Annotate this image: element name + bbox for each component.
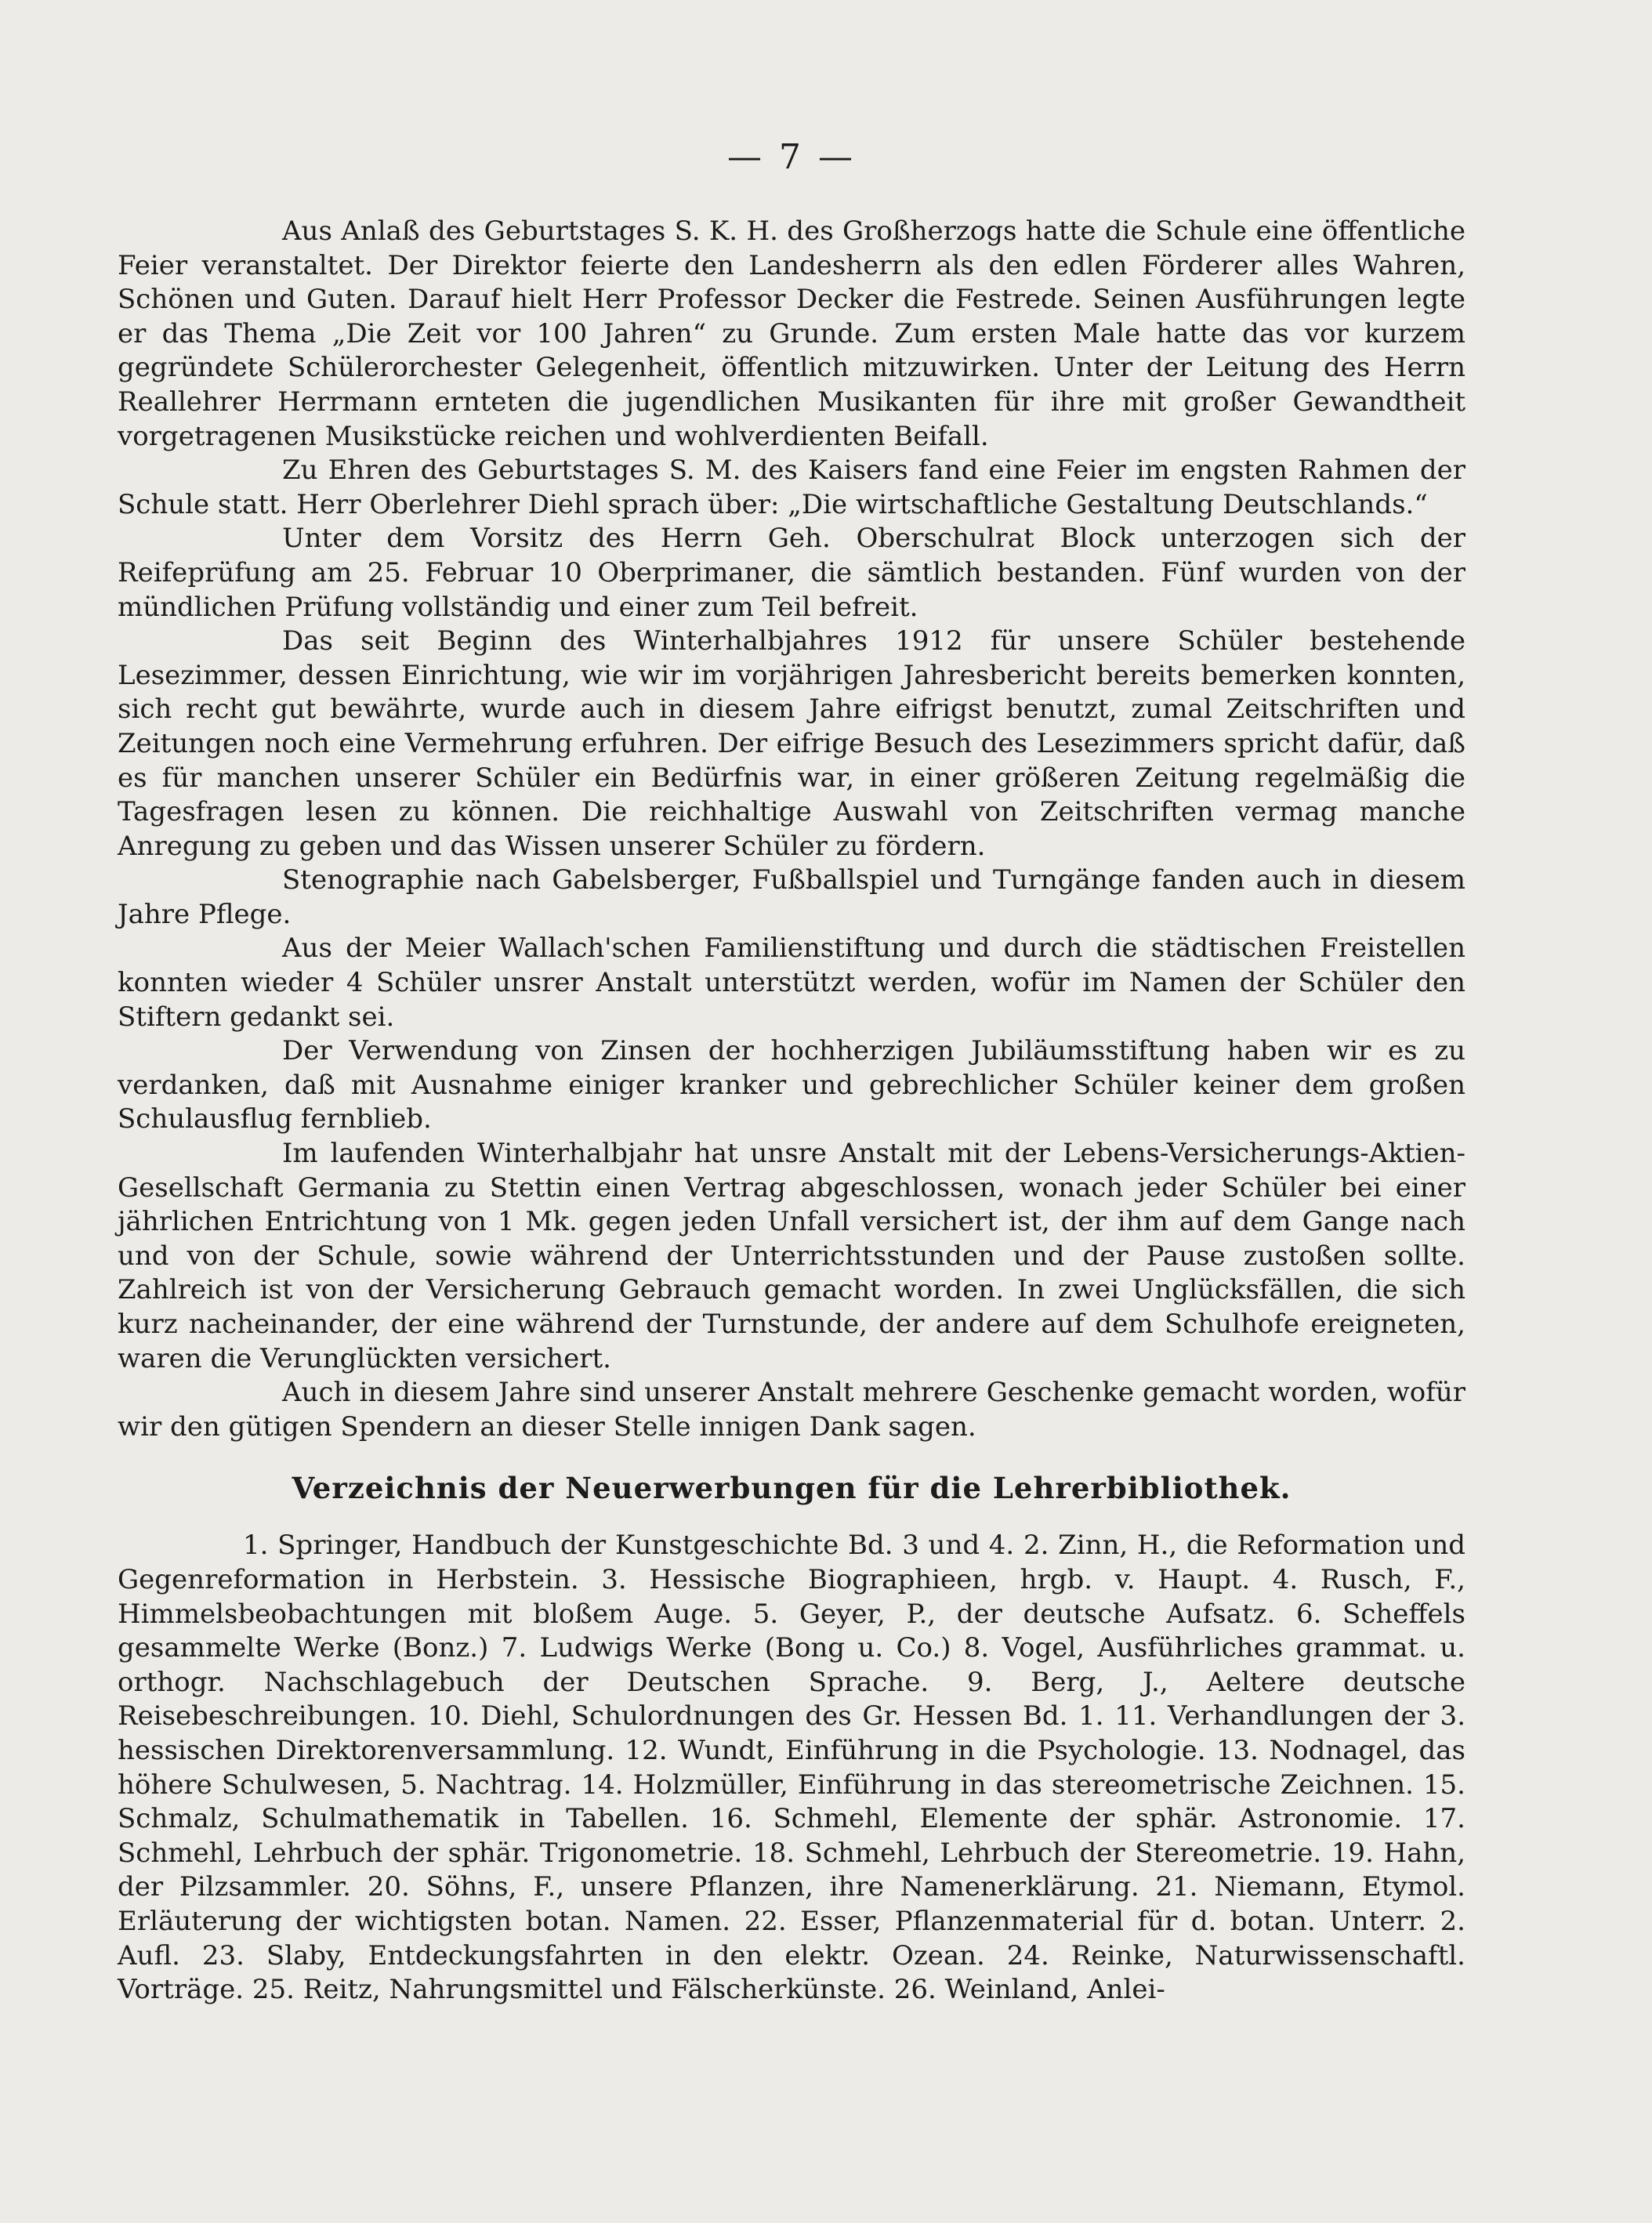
acquisitions-list: 1. Springer, Handbuch der Kunstgeschichte Bd. 3 und 4. 2. Zinn, H., die Reformation und Gegenreformation in Herbstein. 3. Hessische Biographieen, hrgb. v. Haupt. 4. Rusch, F., Himmelsbeobachtungen mit bloßem Auge. 5. Geyer, P., der deutsche Aufsatz. 6. Scheffels gesammelte Werke (Bonz.) 7. Ludwigs Werke (Bong u. Co.) 8. Vogel, Ausführliches grammat. u. orthogr. Nachschlagebuch der Deutschen Sprache. 9. Berg, J., Aeltere deutsche Reisebeschreibungen. 10. Diehl, Schulordnungen des Gr. Hessen Bd. 1. 11. Verhandlungen der 3. hessischen Direktorenversammlung. 12. Wundt, Einführung in die Psychologie. 13. Nodnagel, das höhere Schulwesen, 5. Nachtrag. 14. Holzmüller, Einführung in das stereometrische Zeichnen. 15. Schmalz, Schulmathematik in Tabellen. 16. Schmehl, Elemente der sphär. Astronomie. 17. Schmehl, Lehrbuch der sphär. Trigonometrie. 18. Schmehl, Lehrbuch der Stereometrie. 19. Hahn, der Pilzsammler. 20. Söhns, F., unsere Pflanzen, ihre Namenerklärung. 21. Niemann, Etymol. Erläuterung der wichtigsten botan. Namen. 22. Esser, Pflanzenmaterial für d. botan. Unterr. 2. Aufl. 23. Slaby, Entdeckungsfahrten in den elektr. Ozean. 24. Reinke, Naturwissenschaftl. Vorträge. 25. Reitz, Nahrungsmittel und Fälscherkünste. 26. Weinland, Anlei- bbox=[118, 1530, 1465, 2006]
paragraph-insurance: Im laufenden Winterhalbjahr hat unsre Anstalt mit der Lebens-Versicherungs-Aktien-Gesellschaft Germania zu Stettin einen Vertrag abgeschlossen, wonach jeder Schüler bei einer jährlichen Entrichtung von 1 Mk. gegen jeden Unfall versichert ist, der ihm auf dem Gange nach und von der Schule, sowie während der Unterrichtsstunden und der Pause zustoßen sollte. Zahlreich ist von der Versicherung Gebrauch gemacht worden. In zwei Unglücksfällen, die sich kurz nacheinander, der eine während der Turnstunde, der andere auf dem Schulhofe ereigneten, waren die Verunglückten versichert. bbox=[118, 1138, 1465, 1374]
paragraph-gifts: Auch in diesem Jahre sind unserer Anstalt mehrere Geschenke gemacht worden, wofür wir den gütigen Spendern an dieser Stelle innigen Dank sagen. bbox=[118, 1377, 1465, 1443]
paragraph-reading-room: Das seit Beginn des Winterhalbjahres 1912 für unsere Schüler bestehende Lesezimmer, dessen Einrichtung, wie wir im vorjährigen Jahresbericht bereits bemerken konnten, sich recht gut bewährte, wurde auch in diesem Jahre eifrigst benutzt, zumal Zeitschriften und Zeitungen noch eine Vermehrung erfuhren. Der eifrige Besuch des Lesezimmers spricht dafür, daß es für manchen unserer Schüler ein Bedürfnis war, in einer größeren Zeitung regelmäßig die Tagesfragen lesen zu können. Die reichhaltige Auswahl von Zeitschriften vermag manche Anregung zu geben und das Wissen unserer Schüler zu fördern. bbox=[118, 625, 1465, 862]
paragraph-birthday-grand-duke: Aus Anlaß des Geburtstages S. K. H. des Großherzogs hatte die Schule eine öffentliche Feier veranstaltet. Der Direktor feierte den Landesherrn als den edlen Förderer alles Wahren, Schönen und Guten. Darauf hielt Herr Professor Decker die Festrede. Seinen Ausführungen legte er das Thema „Die Zeit vor 100 Jahren“ zu Grunde. Zum ersten Male hatte das vor kurzem gegründete Schülerorchester Gelegenheit, öffentlich mitzuwirken. Unter der Leitung des Herrn Reallehrer Herrmann ernteten die jugendlichen Musikanten für ihre mit großer Gewandtheit vorgetragenen Musikstücke reichen und wohlverdienten Beifall. bbox=[118, 215, 1465, 452]
page-number: — 7 — bbox=[727, 137, 856, 177]
paragraph-family-foundation: Aus der Meier Wallach'schen Familienstiftung und durch die städtischen Freistellen konnten wieder 4 Schüler unsrer Anstalt unterstützt werden, wofür im Namen der Schüler den Stiftern gedankt sei. bbox=[118, 932, 1465, 1033]
document-page bbox=[118, 137, 1465, 2008]
paragraph-jubilee-foundation: Der Verwendung von Zinsen der hochherzigen Jubiläumsstiftung haben wir es zu verdanken, daß mit Ausnahme einiger kranker und gebrechlicher Schüler keiner dem großen Schulausflug fernblieb. bbox=[118, 1035, 1465, 1135]
section-title-library-acquisitions: Verzeichnis der Neuerwerbungen für die Lehrerbibliothek. bbox=[292, 1471, 1292, 1506]
paragraph-birthday-kaiser: Zu Ehren des Geburtstages S. M. des Kaisers fand eine Feier im engsten Rahmen der Schule statt. Herr Oberlehrer Diehl sprach über: „Die wirtschaftliche Gestaltung Deutschlands.“ bbox=[118, 454, 1465, 520]
paragraph-stenography: Stenographie nach Gabelsberger, Fußballspiel und Turngänge fanden auch in diesem Jahre Pflege. bbox=[118, 864, 1465, 930]
paragraph-final-exam: Unter dem Vorsitz des Herrn Geh. Oberschulrat Block unterzogen sich der Reifeprüfung am 25. Februar 10 Oberprimaner, die sämtlich bestanden. Fünf wurden von der mündlichen Prüfung vollständig und einer zum Teil befreit. bbox=[118, 523, 1465, 623]
